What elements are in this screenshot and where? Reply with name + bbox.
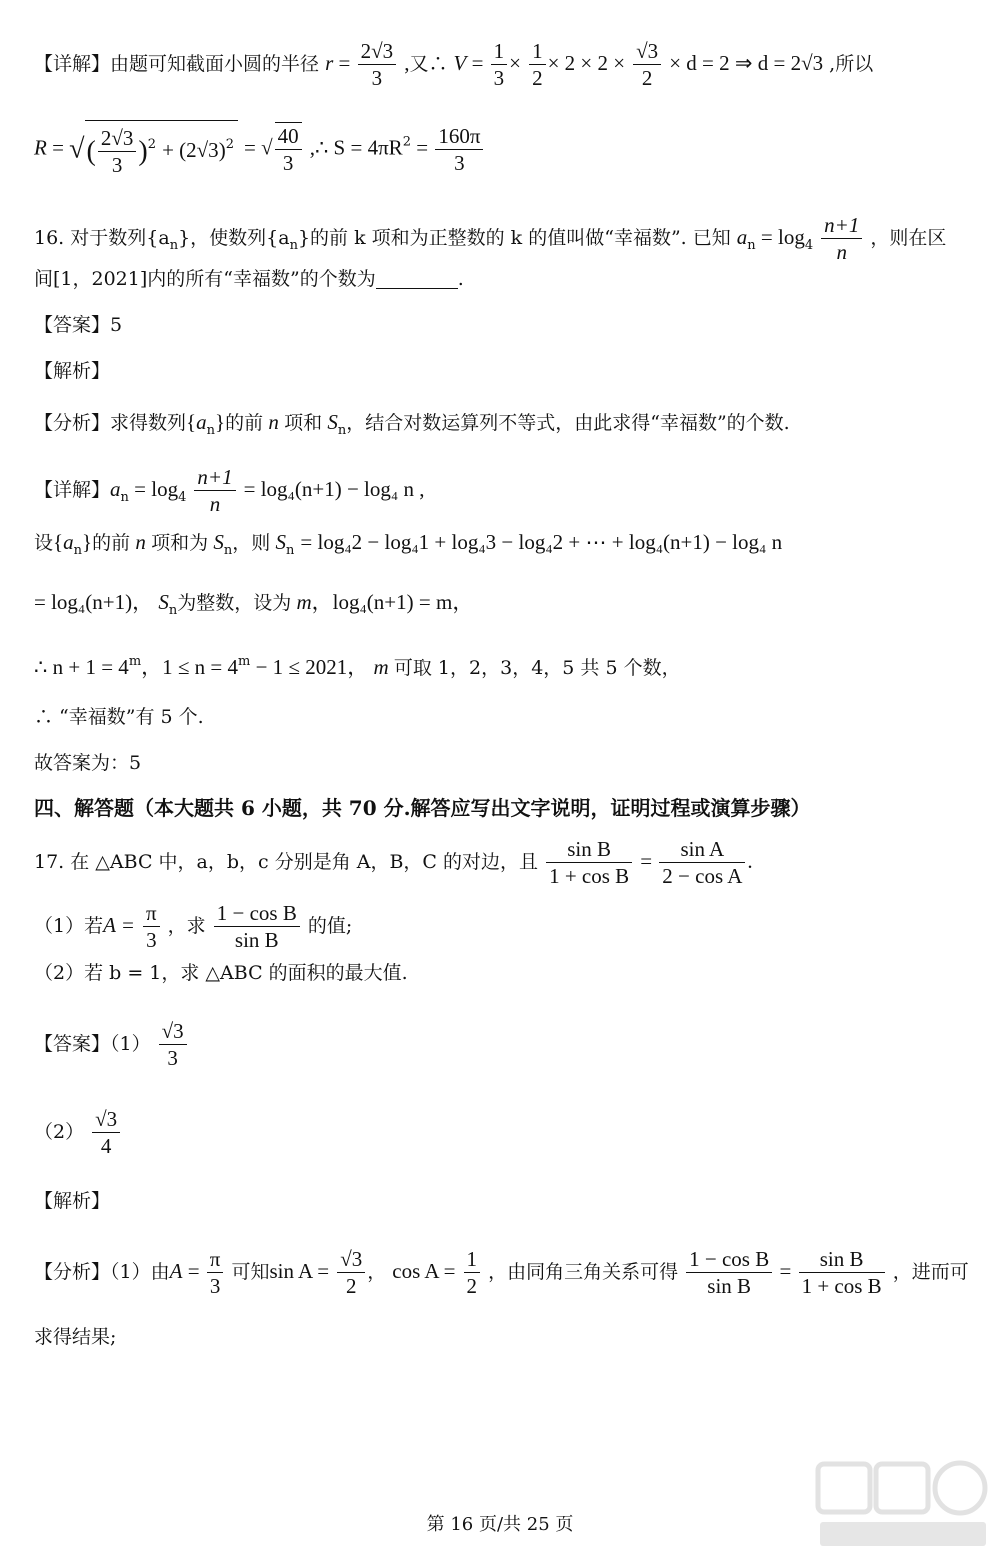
- q16-detail-line2: 设$\{a_n\}$的前 n 项和为 $S_n$，则 $S_n = \log_42 - \log_41 + \log_43 - \log_42$ + ⋯ + log₄(n+1) − log₄ n: [34, 530, 783, 558]
- q17-part1: （1）若A = $\frac{\pi}{3}$ ，求 $\frac{\text{1 − cos B}}{\text{sin B}}$ 的值;: [34, 901, 353, 953]
- watermark-logo: [814, 1458, 992, 1552]
- q16-detail-line3: = log₄(n+1)， $S_n$为整数，设为 m，log₄(n+1) = m，: [34, 590, 474, 618]
- q17-analysis-tag: 【解析】: [34, 1190, 111, 1212]
- q16-detail-line1: 【详解】$a_n = \log_4$ $\frac{n+1}{n}$ = log₄(n+1) − log₄ n ,: [34, 465, 425, 517]
- q15-detail-line1: 【详解】由题可知截面小圆的半径 r = $\frac{2√3}{3}$ ,又∴ V = $\frac{1}{3}$ × $\frac{1}{2}$ × 2 × 2 × $\frac{√3}{2}$ × d = 2 ⇒ d = 2√3 ,所以: [34, 39, 874, 91]
- q15-detail-line2: R = √( $\frac{2√3}{3}$ )$^2 + (2√3)^2$ = √ $\frac{40}{3}$ ,∴ $S = 4\pi R^2$ = $\frac{160\pi}{3}$: [34, 120, 485, 179]
- q17-answer-1: 【答案】（1） $\frac{√3}{3}$: [34, 1018, 189, 1072]
- page-footer: 第 16 页/共 25 页: [426, 1514, 574, 1535]
- q17-stem: 17. 在 △ABC 中，a，b，c 分别是角 A，B，C 的对边，且 $\frac{\text{sin B}}{\text{1 + cos B}}$ = $\frac{\text{sin A}}{\text{2 − cos A}}$ .: [34, 837, 753, 889]
- q16-answer: 【答案】5: [34, 314, 123, 336]
- section-heading: 四、解答题（本大题共 6 小题，共 70 分.解答应写出文字说明，证明过程或演算步骤）: [34, 796, 811, 820]
- q17-part2: （2）若 b = 1，求 △ABC 的面积的最大值.: [34, 962, 408, 984]
- q16-fenxi: 【分析】求得数列$\{a_n\}$的前 n 项和 $S_n$，结合对数运算列不等式，由此求得“幸福数”的个数.: [34, 410, 790, 438]
- q16-stem-line2: 间[1，2021]内的所有“幸福数”的个数为 .: [34, 268, 464, 290]
- q17-fenxi-line2: 求得结果;: [34, 1326, 117, 1348]
- answer-blank: [376, 270, 458, 289]
- q16-detail-line6: 故答案为：5: [34, 752, 142, 774]
- q16-detail-line5: ∴ “幸福数”有 5 个.: [34, 706, 204, 728]
- q16-analysis-tag: 【解析】: [34, 360, 111, 382]
- q16-detail-line4: ∴ $n + 1 = 4^m$，$1 \le n = 4^m - 1 \le 2021$， m 可取 1，2，3，4，5 共 5 个数，: [34, 654, 681, 679]
- q17-answer-2: （2） $\frac{√3}{4}$: [34, 1106, 122, 1160]
- fraction: $\frac{2√3}{3}$: [358, 38, 397, 92]
- q16-stem-line1: 16. 对于数列$\{a_n\}$，使数列$\{a_n\}$的前 k 项和为正整数的 k 的值叫做“幸福数”. 已知 $a_n = \log_4$ $\frac{n+1}{n}$ ，则在区: [34, 213, 947, 265]
- q17-fenxi: 【分析】（1）由A = $\frac{\pi}{3}$ 可知sin A = $\frac{√3}{2}$ ， cos A = $\frac{1}{2}$ ，由同角三角关系可得 $\frac{\text{1 − cos B}}{\text{sin B}}$ = $\frac{\text{sin B}}{\text{1 + cos B}}$ ，进而可: [34, 1247, 969, 1299]
